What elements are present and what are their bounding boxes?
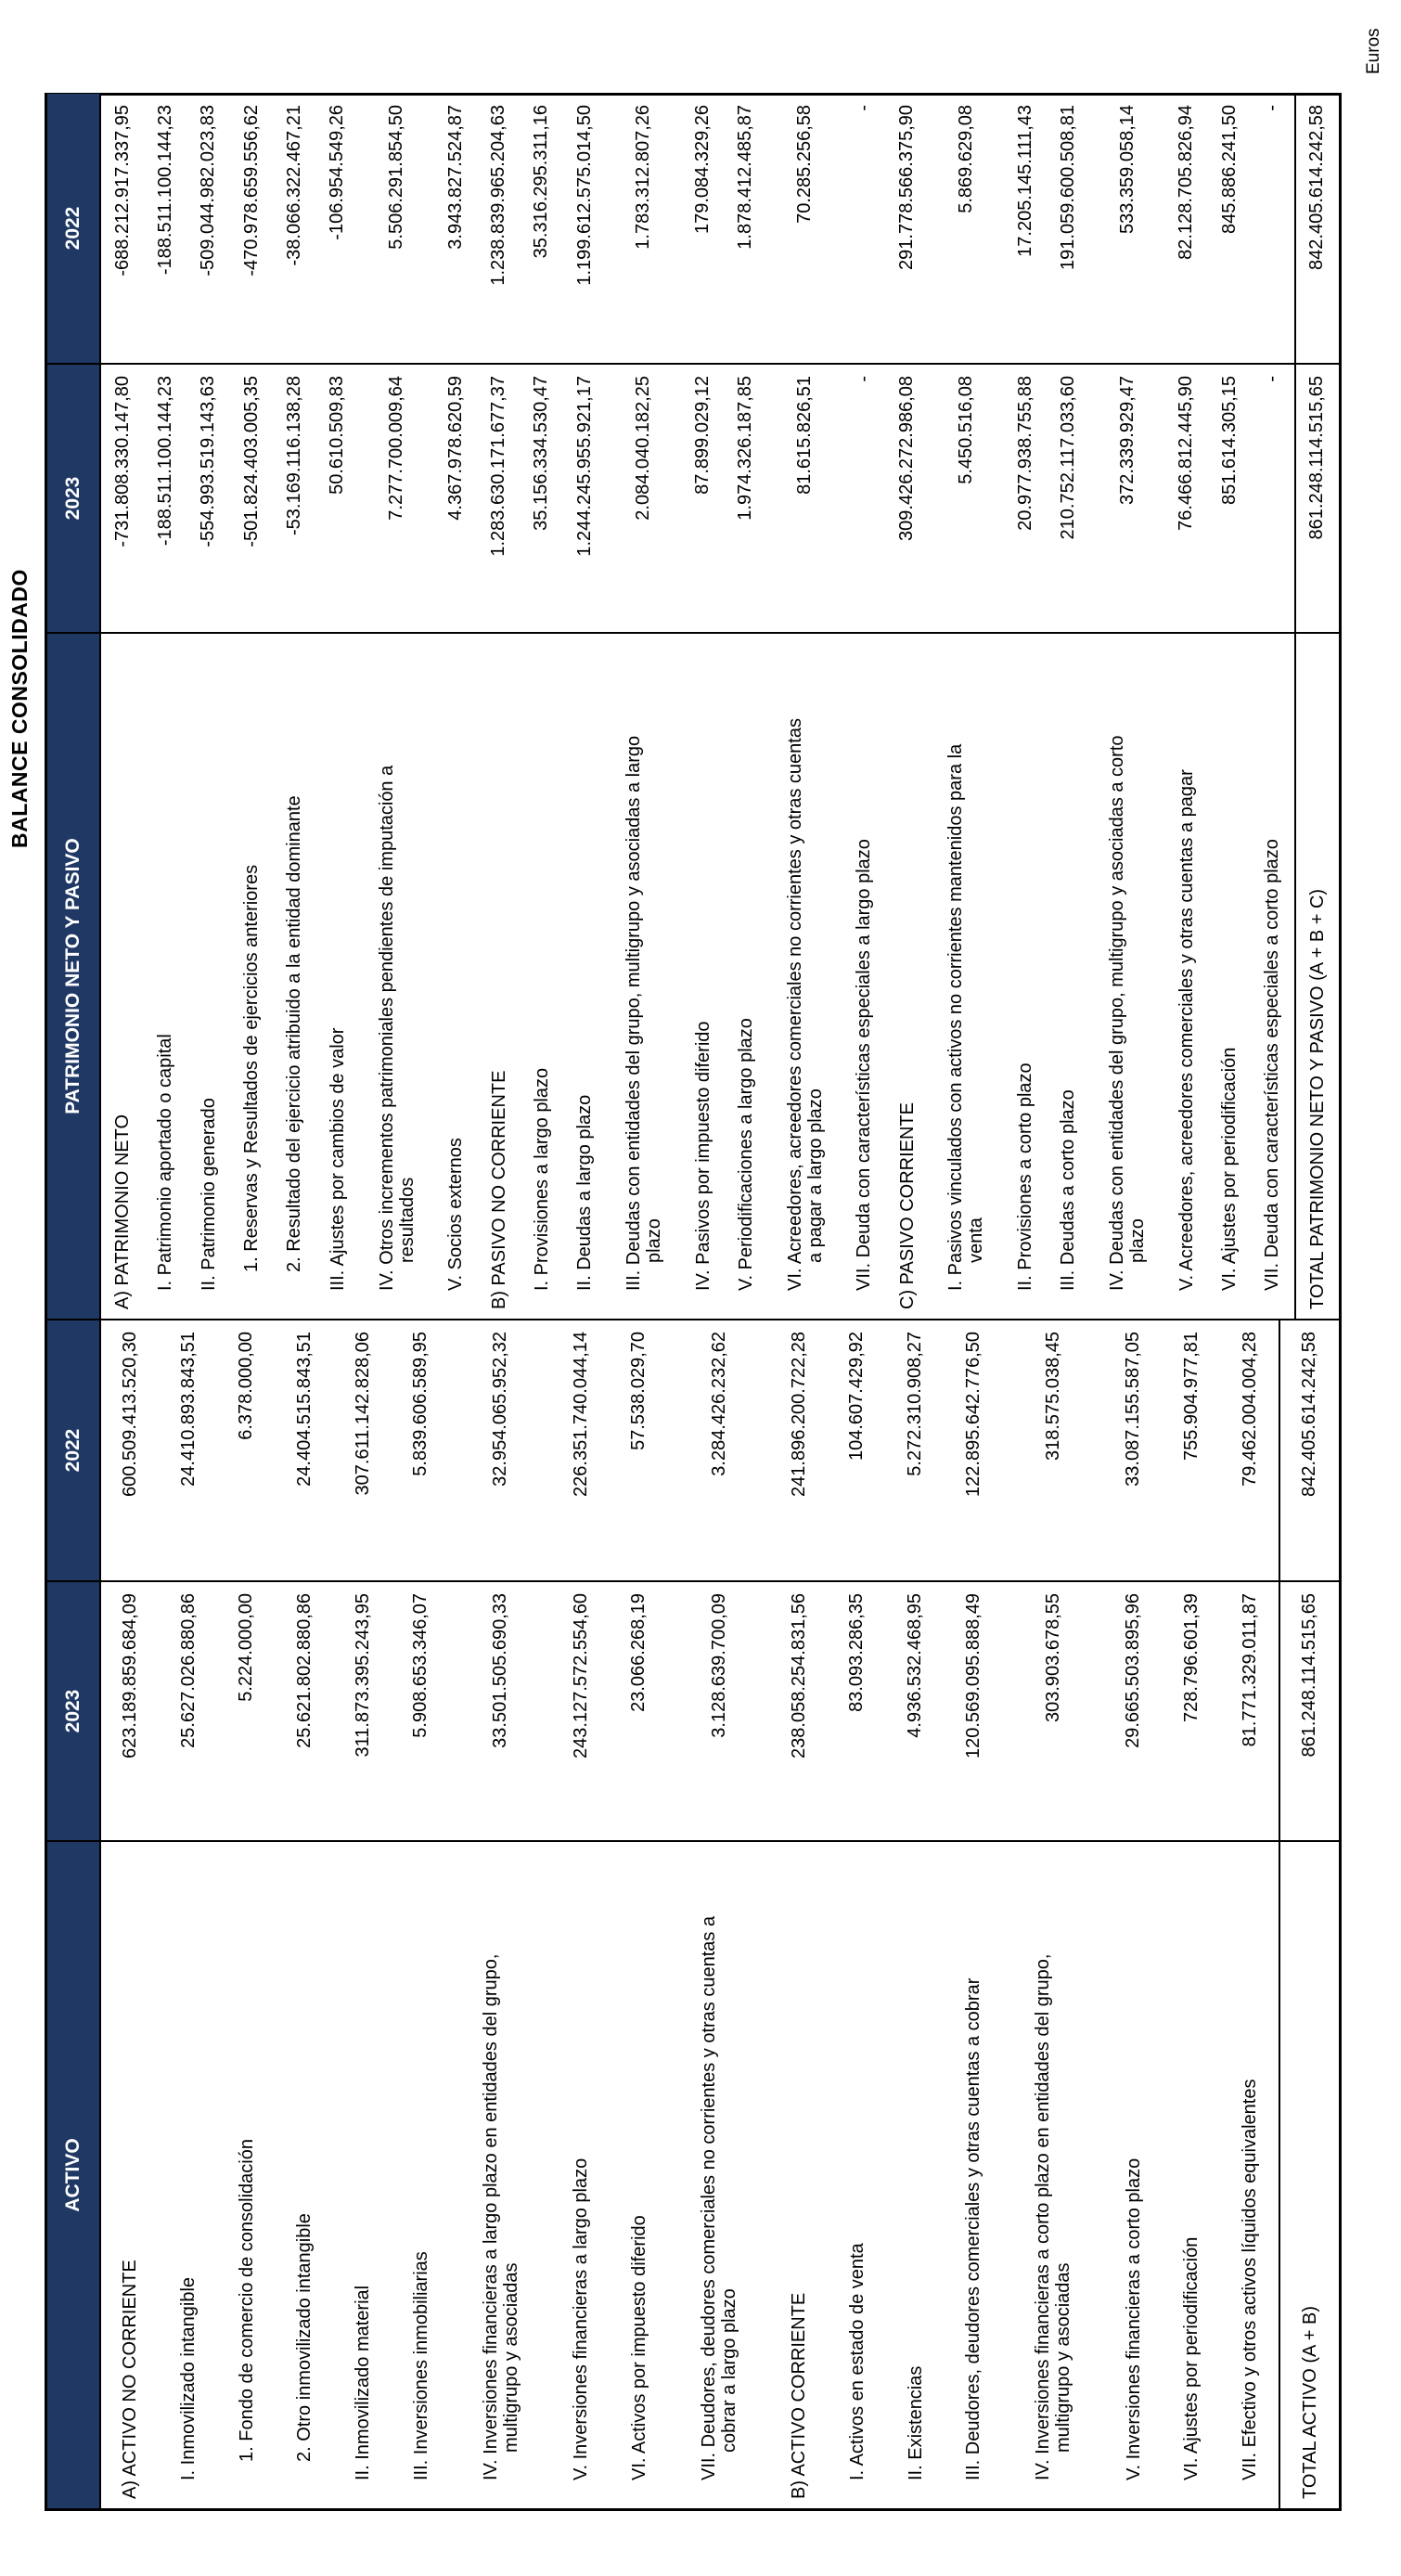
row-label-text: VI. Ajustes por periodificación: [1181, 2236, 1202, 2480]
row-label: [563, 632, 606, 1319]
value-2022: 533.359.058,14: [1116, 105, 1138, 235]
table-row: [1047, 94, 1089, 1319]
table-row: [101, 94, 144, 1319]
value-2022: -: [853, 105, 874, 111]
row-label: [770, 1840, 829, 2508]
value-2022: -509.044.982.023,83: [198, 105, 219, 277]
value-2022: 24.404.515.843,51: [293, 1332, 315, 1487]
value-2023: 83.093.286,35: [829, 1580, 887, 1840]
value-2022: 318.575.038,45: [1042, 1332, 1063, 1462]
row-label: [1251, 632, 1293, 1319]
value-2023: -731.808.330.147,80: [101, 363, 144, 632]
row-label-text: VII. Deudores, deudores comerciales no corrientes y otras cuentas a cobrar a largo plazo: [699, 1915, 740, 2480]
value-2023: -554.993.519.143,63: [187, 363, 230, 632]
table-row: [1221, 1320, 1279, 2508]
row-label-text: VI. Ajustes por periodificación: [1219, 1047, 1240, 1291]
row-label-text: V. Inversiones financieras a corto plazo: [1123, 2157, 1144, 2480]
page-title: BALANCE CONSOLIDADO: [7, 569, 32, 848]
value-2023: 23.066.268,19: [611, 1580, 669, 1840]
value-2023: 50.610.509,83: [316, 363, 359, 632]
pasivo-rows: [101, 94, 1339, 1319]
table-row: [316, 94, 359, 1319]
value-2022: -38.066.322.467,21: [283, 105, 304, 266]
value-2022: 842.405.614.242,58: [1299, 1332, 1320, 1497]
value-2023: 120.569.095.888,49: [945, 1580, 1003, 1840]
value-2023: 861.248.114.515,65: [1296, 363, 1339, 632]
value-2023: 851.614.305,15: [1208, 363, 1251, 632]
value-2023: 372.339.929,47: [1090, 363, 1165, 632]
row-label-text: IV. Deudas con entidades del grupo, multigrupo y asociadas a corto plazo: [1107, 735, 1149, 1291]
value-2023: -188.511.100.144,23: [144, 363, 186, 632]
row-label-text: V. Inversiones financieras a largo plazo: [571, 2157, 592, 2480]
value-2022: 226.351.740.044,14: [570, 1332, 591, 1497]
table-row: [611, 1320, 669, 2508]
value-2023: 4.936.532.468,95: [886, 1580, 945, 1840]
value-2023: 1.244.245.955.921,17: [563, 363, 606, 632]
value-2023: 20.977.938.755,88: [1004, 363, 1047, 632]
value-2023: 87.899.029,12: [681, 363, 724, 632]
row-label: [521, 632, 563, 1319]
value-2023: 81.771.329.011,87: [1221, 1580, 1279, 1840]
row-label: [552, 1840, 611, 2508]
header-activo-2022: 2022: [47, 1320, 99, 1580]
value-2023: 728.796.601,39: [1163, 1580, 1221, 1840]
header-pasivo-2023: 2023: [47, 363, 99, 632]
row-label-text: A) PATRIMONIO NETO: [112, 1114, 134, 1309]
row-label-text: 2. Resultado del ejercicio atribuido a la entidad dominante: [284, 795, 305, 1272]
table-row: [563, 94, 606, 1319]
row-label-text: IV. Inversiones financieras a largo plazo en entidades del grupo, multigrupo y asociadas: [480, 1953, 521, 2480]
row-label: [886, 632, 929, 1319]
value-2022: 104.607.429,92: [846, 1332, 868, 1462]
table-row: [668, 1320, 770, 2508]
value-2022: 845.886.241,50: [1218, 105, 1240, 235]
value-2022: 17.205.145.111,43: [1014, 105, 1035, 257]
row-label: [886, 1840, 945, 2508]
row-label: [392, 1840, 450, 2508]
value-2023: -: [1251, 363, 1293, 632]
value-2022: 842.405.614.242,58: [1306, 105, 1328, 270]
table-row: [1208, 94, 1251, 1319]
row-label-text: III. Deudores, deudores comerciales y otras cuentas a cobrar: [963, 1977, 984, 2480]
header-activo: ACTIVO: [47, 1840, 99, 2508]
value-2023: 5.224.000,00: [217, 1580, 276, 1840]
table-row: [829, 1320, 887, 2508]
pasivo-header-row: [47, 94, 101, 1319]
activo-rows: [101, 1320, 1339, 2508]
table-row: [273, 94, 315, 1319]
value-2023: 861.248.114.515,65: [1280, 1580, 1339, 1840]
value-2023: 76.466.812.445,90: [1165, 363, 1208, 632]
value-2023: 5.908.653.346,07: [392, 1580, 450, 1840]
row-label: [160, 1840, 218, 2508]
row-label-text: 1. Fondo de comercio de consolidación: [236, 2139, 257, 2462]
value-2022: 755.904.977,81: [1180, 1332, 1202, 1462]
table-row: [1163, 1320, 1221, 2508]
table-row: [606, 94, 681, 1319]
row-label: [101, 1840, 160, 2508]
value-2022: -: [1261, 105, 1282, 111]
row-label: [767, 632, 842, 1319]
value-2022: 5.506.291.854,50: [386, 105, 406, 250]
row-label: [1163, 1840, 1221, 2508]
row-label: [1280, 1840, 1339, 2508]
row-label-text: I. Patrimonio aportado o capital: [155, 1034, 176, 1291]
table-row: [160, 1320, 218, 2508]
row-label-text: I. Pasivos vinculados con activos no corrientes mantenidos para la venta: [945, 743, 987, 1291]
row-label: [1003, 1840, 1105, 2508]
value-2023: 238.058.254.831,56: [770, 1580, 829, 1840]
row-label-text: TOTAL PATRIMONIO NETO Y PASIVO (A + B + C): [1306, 888, 1328, 1309]
value-2022: 307.611.142.828,06: [352, 1332, 373, 1496]
table-row: [392, 1320, 450, 2508]
row-label-text: 2. Otro inmovilizado intangible: [294, 2213, 315, 2462]
table-row: [886, 1320, 945, 2508]
row-label-text: 1. Reservas y Resultados de ejercicios anteriores: [241, 864, 263, 1272]
table-row: [1294, 94, 1339, 1319]
row-label-text: VII. Deuda con características especiales a corto plazo: [1262, 839, 1283, 1291]
value-2022: 33.087.155.587,05: [1123, 1332, 1144, 1487]
value-2023: 303.903.678,55: [1003, 1580, 1105, 1840]
row-label-text: II. Deudas a largo plazo: [574, 1094, 596, 1291]
table-row: [450, 1320, 552, 2508]
row-label: [1221, 1840, 1279, 2508]
row-label: [1296, 632, 1339, 1319]
value-2022: 600.509.413.520,30: [119, 1332, 140, 1497]
value-2022: 179.084.329,26: [692, 105, 713, 235]
value-2023: 623.189.859.684,09: [101, 1580, 160, 1840]
table-row: [521, 94, 563, 1319]
value-2023: 4.367.978.620,59: [434, 363, 477, 632]
value-2022: 191.059.600.508,81: [1057, 105, 1078, 270]
row-label: [606, 632, 681, 1319]
value-2023: -53.169.116.138,28: [273, 363, 315, 632]
row-label: [725, 632, 767, 1319]
table-row: [359, 94, 434, 1319]
table-row: [945, 1320, 1003, 2508]
value-2023: -: [842, 363, 885, 632]
table-row: [334, 1320, 392, 2508]
value-2022: 1.238.839.965.204,63: [488, 105, 509, 286]
row-label: [316, 632, 359, 1319]
row-label-text: VII. Deuda con características especiales a largo plazo: [854, 839, 875, 1291]
row-label-text: VI. Acreedores, acreedores comerciales no corrientes y otras cuentas a pagar a largo plazo: [784, 718, 826, 1291]
value-2023: 243.127.572.554,60: [552, 1580, 611, 1840]
row-label-text: IV. Inversiones financieras a corto plazo en entidades del grupo, multigrupo y asociadas: [1033, 1953, 1074, 2480]
table-row: [842, 94, 885, 1319]
row-label: [217, 1840, 276, 2508]
value-2023: 1.974.326.187,85: [725, 363, 767, 632]
pasivo-section: [47, 94, 1339, 1319]
row-label: [929, 632, 1004, 1319]
value-2022: 3.284.426.232,62: [708, 1332, 729, 1476]
table-row: [1090, 94, 1165, 1319]
value-2023: 29.665.503.895,96: [1104, 1580, 1163, 1840]
value-2023: 7.277.700.009,64: [359, 363, 434, 632]
value-2022: 79.462.004.004,28: [1239, 1332, 1260, 1487]
table-row: [187, 94, 230, 1319]
balance-table: [45, 93, 1342, 2511]
value-2023: 210.752.117.033,60: [1047, 363, 1089, 632]
row-label-text: III. Ajustes por cambios de valor: [327, 1027, 348, 1291]
row-label: [477, 632, 520, 1319]
value-2022: 5.869.629,08: [955, 105, 976, 213]
table-row: [434, 94, 477, 1319]
table-row: [770, 1320, 829, 2508]
table-row: [929, 94, 1004, 1319]
row-label-text: B) ACTIVO CORRIENTE: [789, 2292, 810, 2499]
value-2023: 311.873.395.243,95: [334, 1580, 392, 1840]
table-row: [101, 1320, 160, 2508]
row-label-text: V. Periodificaciones a largo plazo: [735, 1018, 756, 1291]
value-2023: 35.156.334.530,47: [521, 363, 563, 632]
value-2022: 6.378.000,00: [236, 1332, 257, 1440]
row-label: [945, 1840, 1003, 2508]
value-2022: -688.212.917.337,95: [111, 105, 133, 277]
row-label-text: I. Provisiones a largo plazo: [531, 1067, 552, 1291]
value-2023: 25.621.802.880,86: [276, 1580, 334, 1840]
table-row: [217, 1320, 276, 2508]
value-2023: 33.501.505.690,33: [450, 1580, 552, 1840]
row-label: [276, 1840, 334, 2508]
value-2022: 3.943.827.524,87: [444, 105, 466, 250]
row-label-text: II. Patrimonio generado: [198, 1098, 219, 1291]
header-pasivo-2022: 2022: [47, 94, 99, 363]
table-row: [725, 94, 767, 1319]
table-row: [1003, 1320, 1105, 2508]
value-2022: 291.778.566.375,90: [896, 105, 918, 270]
value-2023: 1.283.630.171.677,37: [477, 363, 520, 632]
value-2022: 82.128.705.826,94: [1176, 105, 1197, 260]
row-label-text: IV. Otros incrementos patrimoniales pendientes de imputación a resultados: [376, 765, 418, 1291]
row-label: [359, 632, 434, 1319]
row-label-text: III. Deudas a corto plazo: [1058, 1089, 1079, 1291]
row-label: [681, 632, 724, 1319]
row-label-text: B) PASIVO NO CORRIENTE: [488, 1070, 509, 1309]
value-2023: 81.615.826,51: [767, 363, 842, 632]
row-label-text: V. Acreedores, acreedores comerciales y otras cuentas a pagar: [1176, 769, 1197, 1291]
row-label-text: VI. Activos por impuesto diferido: [628, 2215, 649, 2480]
table-row: [552, 1320, 611, 2508]
value-2022: 122.895.642.776,50: [962, 1332, 983, 1497]
row-label-text: C) PASIVO CORRIENTE: [896, 1102, 918, 1309]
row-label-text: VII. Efectivo y otros activos líquidos equivalentes: [1240, 2079, 1261, 2480]
row-label: [230, 632, 273, 1319]
header-patrimonio-neto-y-pasivo: PATRIMONIO NETO Y PASIVO: [47, 632, 99, 1319]
value-2022: 35.316.295.311,16: [531, 105, 552, 259]
value-2022: 57.538.029,70: [628, 1332, 649, 1450]
table-row: [144, 94, 186, 1319]
row-label-text: III. Deudas con entidades del grupo, multigrupo y asociadas a largo plazo: [623, 735, 664, 1291]
value-2022: -106.954.549,26: [327, 105, 348, 240]
value-2023: 5.450.516,08: [929, 363, 1004, 632]
table-row: [767, 94, 842, 1319]
row-label-text: II. Inmovilizado material: [353, 2285, 374, 2480]
row-label-text: III. Inversiones inmobiliarias: [410, 2251, 431, 2480]
value-2023: 25.627.026.880,86: [160, 1580, 218, 1840]
row-label: [450, 1840, 552, 2508]
row-label: [668, 1840, 770, 2508]
row-label: [611, 1840, 669, 2508]
value-2023: 2.084.040.182,25: [606, 363, 681, 632]
value-2023: 309.426.272.986,08: [886, 363, 929, 632]
row-label: [1090, 632, 1165, 1319]
header-activo-2023: 2023: [47, 1580, 99, 1840]
value-2023: 3.128.639.700,09: [668, 1580, 770, 1840]
table-row: [886, 94, 929, 1319]
row-label: [1004, 632, 1047, 1319]
row-label-text: II. Provisiones a corto plazo: [1015, 1063, 1036, 1291]
row-label-text: TOTAL ACTIVO (A + B): [1299, 2305, 1320, 2499]
table-row: [1004, 94, 1047, 1319]
currency-unit-label: Euros: [1364, 28, 1383, 74]
row-label: [144, 632, 186, 1319]
row-label: [1047, 632, 1089, 1319]
row-label-text: IV. Pasivos por impuesto diferido: [692, 1021, 713, 1291]
value-2022: -188.511.100.144,23: [154, 105, 175, 276]
table-row: [1104, 1320, 1163, 2508]
row-label-text: V. Socios externos: [445, 1138, 467, 1291]
activo-header-row: [47, 1320, 101, 2508]
row-label: [1104, 1840, 1163, 2508]
row-label-text: I. Inmovilizado intangible: [178, 2276, 199, 2480]
value-2022: 241.896.200.722,28: [788, 1332, 809, 1497]
row-label-text: I. Activos en estado de venta: [846, 2243, 868, 2480]
value-2022: 32.954.065.952,32: [490, 1332, 511, 1487]
table-row: [1251, 94, 1293, 1319]
table-row: [1165, 94, 1208, 1319]
row-label-text: II. Existencias: [905, 2365, 926, 2480]
value-2022: 70.285.256,58: [794, 105, 816, 224]
value-2022: 5.272.310.908,27: [905, 1332, 926, 1476]
row-label: [187, 632, 230, 1319]
row-label: [334, 1840, 392, 2508]
table-row: [477, 94, 520, 1319]
table-row: [230, 94, 273, 1319]
row-label: [101, 632, 144, 1319]
row-label: [1208, 632, 1251, 1319]
table-row: [276, 1320, 334, 2508]
value-2022: 1.783.312.807,26: [633, 105, 654, 250]
row-label: [1165, 632, 1208, 1319]
value-2022: 1.878.412.485,87: [735, 105, 756, 250]
row-label-text: A) ACTIVO NO CORRIENTE: [120, 2260, 141, 2499]
value-2022: 24.410.893.843,51: [177, 1332, 199, 1487]
value-2022: -470.978.659.556,62: [240, 105, 262, 277]
row-label: [273, 632, 315, 1319]
value-2022: 5.839.606.589,95: [410, 1332, 431, 1476]
table-row: [1279, 1320, 1339, 2508]
row-label: [434, 632, 477, 1319]
row-label: [829, 1840, 887, 2508]
row-label: [842, 632, 885, 1319]
value-2022: 1.199.612.575.014,50: [573, 105, 595, 286]
activo-section: [47, 1319, 1339, 2508]
table-row: [681, 94, 724, 1319]
value-2023: -501.824.403.005,35: [230, 363, 273, 632]
